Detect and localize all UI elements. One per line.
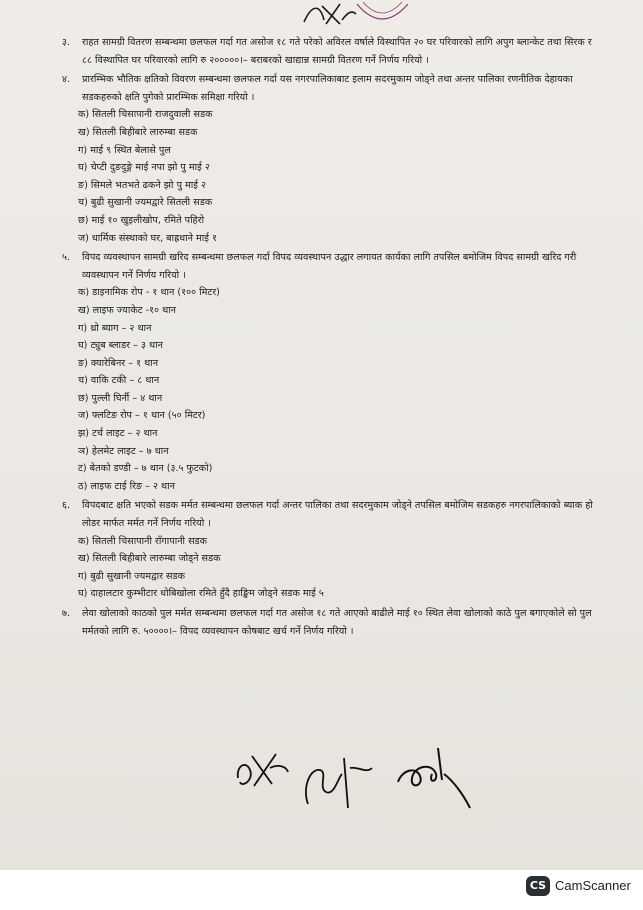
stamp-fragment [355,0,410,30]
list-item: च) वाकि टकी – ८ थान [78,375,160,387]
decision-3 [62,34,597,69]
signature-3 [392,740,472,810]
list-item: घ) चेप्टी दुङदुङ्गे माई नपा झो पु माई २ [78,162,210,174]
decision-number: ४. [62,74,71,86]
top-signature-mark [300,0,360,30]
list-item: ग) माई ९ स्थित बेलासे पुल [78,144,171,156]
list-item: ट) बेतको डण्डी – ७ थान (३.५ फुटको) [78,463,213,475]
camscanner-logo: CS [526,876,550,896]
list-item: ग) थ्रो ब्याग – २ थान [78,322,152,334]
list-item: ज) धार्मिक संस्थाको घर, बाह्रधाने माई १ [78,232,217,244]
list-item: क) डाइनामिक रोप - १ थान (१०० मिटर) [78,287,220,299]
decision-6 [62,497,597,532]
list-item: ख) सितली बिहीबारे लारुम्बा सडक [78,126,198,138]
decision-text: प्रारम्भिक भौतिक क्षतिको विवरण सम्बन्धमा छलफल गर्दा यस नगरपालिकाबाट इलाम सदरमुकाम जोड्ने तथा अन्तर पालिका रणनीतिक देहायका सडकहरुको क्षति पुगेको प्रारम्भिक समिक्षा गरियो । [82,74,573,103]
decision-text: लेवा खोलाको काठको पुल मर्मत सम्बन्धमा छलफल गर्दा गत असोज १८ गते आएको बाढीले माई १० स्थित लेवा खोलाको काठे पुल बगाएकोले सो पुल मर्मतको लागि रु. ५००००।– विपद व्यवस्थापन कोषबाट खर्च गर्ने निर्णय गरियो । [82,608,592,637]
list-item: घ) दाहालटार कुम्भीटार धोबिखोला रमिते हुँदै हाङ्खिम जोड्ने सडक माई ५ [78,588,324,600]
list-item: छ) माई १० खुइलीखोप, रमिते पहिरो [78,214,205,226]
decision-text: विपद व्यवस्थापन सामग्री खरिद सम्बन्धमा छलफल गर्दा विपद व्यवस्थापन उद्धार लगायत कार्यका लागि तपसिल बमोजिम विपद सामग्री खरिद गरी व्यवस्थापन गर्ने निर्णय गरियो । [82,252,577,281]
decision-7 [62,605,597,640]
decision-number: ५. [62,252,71,264]
decision-number: ३. [62,37,71,48]
list-item: ङ) सिमले भतभते ढकने झो पु माई २ [78,179,207,191]
list-item: क) सितली चिसापानी राजदुवाली सडक [78,109,213,121]
decision-5 [62,249,597,284]
camscanner-brand: CamScanner [555,878,631,893]
list-item: ख) सितली बिहीबारे लारुम्बा जोड्ने सडक [78,553,221,565]
list-item: ठ) लाइफ टाई रिङ – २ थान [78,480,175,492]
list-item: च) बुढी सुखानी ज्यमद्वारे सितली सडक [78,197,213,209]
list-item: छ) पुल्ली घिर्नी – ४ थान [78,392,163,404]
list-item: क) सितली चिसापानी राँगापानी सडक [78,535,208,547]
list-item: ज) फ्लटिङ रोप – १ थान (५० मिटर) [78,410,206,422]
decision-text: विपदबाट क्षति भएको सडक मर्मत सम्बन्धमा छलफल गर्दा अन्तर पालिका तथा सदरमुकाम जोड्ने तपसिल बमोजिम सडकहरु नगरपालिकाको ब्याक हो लोडर मार्फत मर्मत गर्ने निर्णय गरियो । [82,500,593,530]
list-item: ङ) क्यारेबिनर – १ थान [78,357,159,369]
list-item: घ) ट्युब ब्लाडर – ३ थान [78,340,163,352]
signature-2 [298,748,376,812]
minutes-body [62,34,597,640]
list-item: ख) लाइफ ज्याकेट -१० थान [78,304,177,316]
list-item: झ) टर्च लाइट – २ थान [78,428,158,440]
decision-number: ७. [62,608,71,619]
decision-text: राहत सामग्री वितरण सम्बन्धमा छलफल गर्दा गत असोज १८ गते परेको अविरल वर्षाले विस्थापित २० घर परिवारको लागि अपुग ब्लान्केट तथा सिरक र ८८ विस्थापित घर परिवारको लागि रु २०००००।– बराबरको खाद्यान्न सामग्री वितरण गर्ने निर्णय गरियो । [82,37,592,66]
signature-1 [232,748,292,794]
decision-number: ६. [62,500,71,512]
decision-4 [62,71,597,106]
list-item: ञ) हेलमेट लाइट – ७ थान [78,445,169,457]
list-item: ग) बुढी सुखानी ज्यमद्वार सडक [78,570,186,582]
